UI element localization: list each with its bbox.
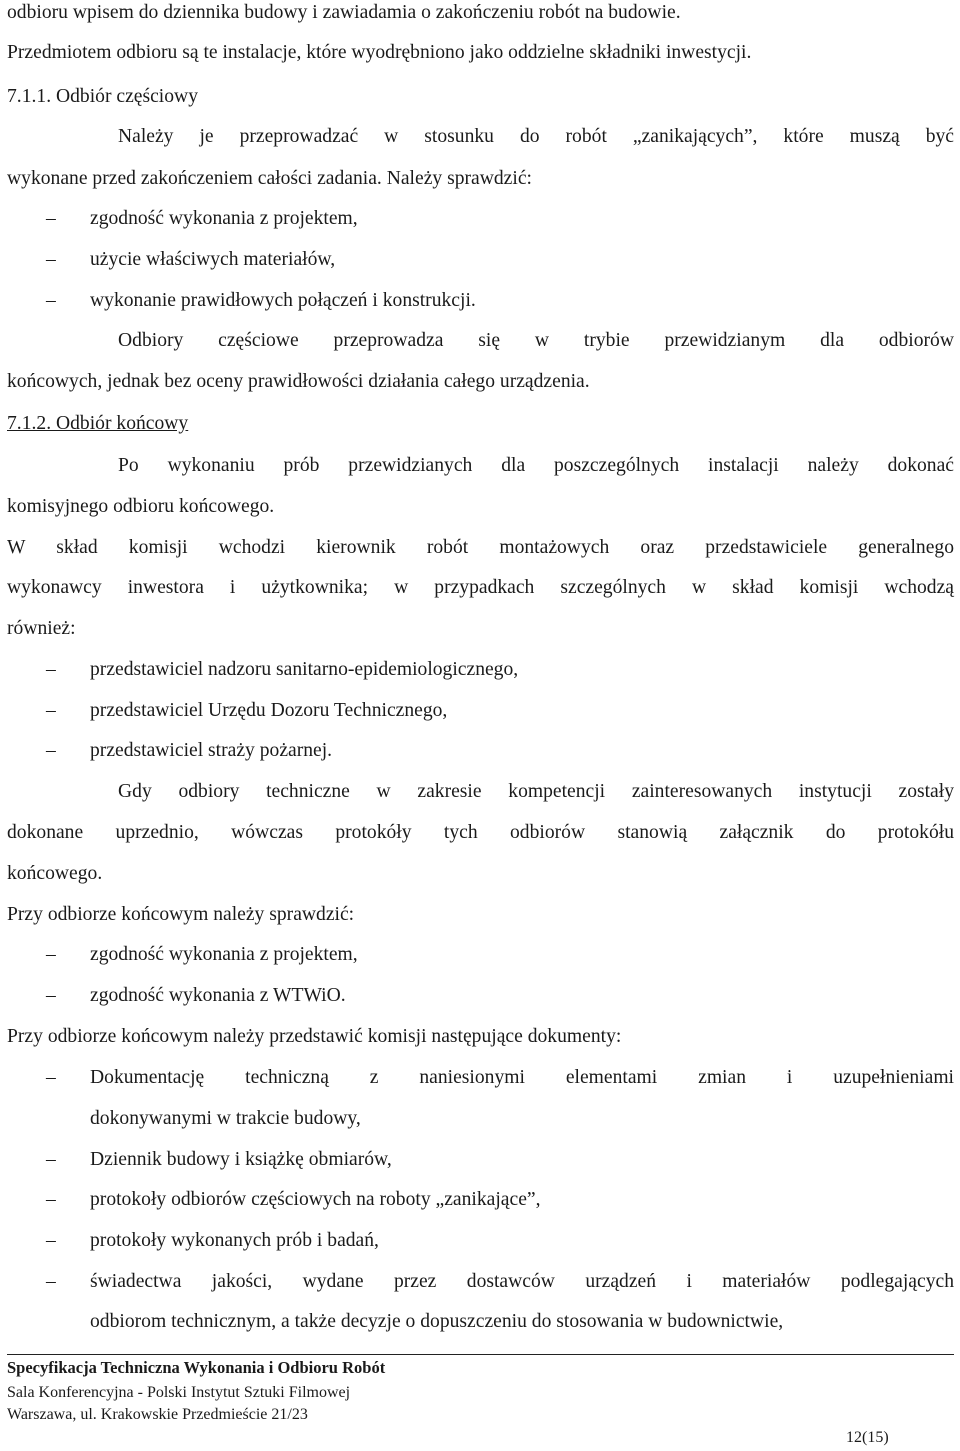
page-number: 12(15) (846, 1429, 889, 1446)
list-item: zgodność wykonania z WTWiO. (90, 985, 346, 1006)
list-item-continuation: dokonywanymi w trakcie budowy, (90, 1108, 361, 1129)
bullet-dash: – (46, 1067, 56, 1088)
list-item: przedstawiciel Urzędu Dozoru Technicznego, (90, 700, 448, 721)
list-item: wykonanie prawidłowych połączeń i konstrukcji. (90, 290, 476, 311)
paragraph-line: W skład komisji wchodzi kierownik robót montażowych oraz przedstawiciele generalnego (7, 537, 954, 558)
bullet-dash: – (46, 1230, 56, 1251)
section-heading: 7.1.1. Odbiór częściowy (7, 86, 198, 107)
paragraph-line: końcowych, jednak bez oceny prawidłowości działania całego urządzenia. (7, 371, 590, 392)
list-item: przedstawiciel straży pożarnej. (90, 740, 333, 761)
bullet-dash: – (46, 1271, 56, 1292)
list-item: Dziennik budowy i książkę obmiarów, (90, 1149, 392, 1170)
paragraph-line: Po wykonaniu prób przewidzianych dla poszczególnych instalacji należy dokonać (118, 455, 954, 476)
list-item: zgodność wykonania z projektem, (90, 208, 358, 229)
paragraph-line: Przy odbiorze końcowym należy sprawdzić: (7, 904, 355, 925)
paragraph-line: odbioru wpisem do dziennika budowy i zawiadamia o zakończeniu robót na budowie. (7, 2, 681, 23)
paragraph-line: Przy odbiorze końcowym należy przedstawić komisji następujące dokumenty: (7, 1026, 622, 1047)
bullet-dash: – (46, 944, 56, 965)
bullet-dash: – (46, 985, 56, 1006)
paragraph-line: komisyjnego odbioru końcowego. (7, 496, 275, 517)
paragraph-line: końcowego. (7, 863, 103, 884)
list-item: protokoły wykonanych prób i badań, (90, 1230, 379, 1251)
list-item: protokoły odbiorów częściowych na roboty „zanikające”, (90, 1189, 541, 1210)
section-heading: 7.1.2. Odbiór końcowy (7, 413, 189, 434)
footer-divider (7, 1354, 954, 1355)
paragraph-line: Przedmiotem odbioru są te instalacje, które wyodrębniono jako oddzielne składniki inwestycji. (7, 42, 752, 63)
footer-address: Warszawa, ul. Krakowskie Przedmieście 21/23 (7, 1406, 308, 1423)
footer-location: Sala Konferencyjna - Polski Instytut Sztuki Filmowej (7, 1384, 351, 1401)
list-item: użycie właściwych materiałów, (90, 249, 336, 270)
bullet-dash: – (46, 1189, 56, 1210)
paragraph-line: również: (7, 618, 76, 639)
paragraph-line: wykonawcy inwestora i użytkownika; w przypadkach szczególnych w skład komisji wchodzą (7, 577, 954, 598)
bullet-dash: – (46, 208, 56, 229)
list-item: świadectwa jakości, wydane przez dostawców urządzeń i materiałów podlegających (90, 1271, 954, 1292)
list-item: zgodność wykonania z projektem, (90, 944, 358, 965)
bullet-dash: – (46, 659, 56, 680)
bullet-dash: – (46, 290, 56, 311)
list-item: przedstawiciel nadzoru sanitarno-epidemiologicznego, (90, 659, 519, 680)
paragraph-line: Odbiory częściowe przeprowadza się w trybie przewidzianym dla odbiorów (118, 330, 954, 351)
footer-title: Specyfikacja Techniczna Wykonania i Odbioru Robót (7, 1358, 386, 1377)
paragraph-line: wykonane przed zakończeniem całości zadania. Należy sprawdzić: (7, 168, 532, 189)
bullet-dash: – (46, 700, 56, 721)
bullet-dash: – (46, 1149, 56, 1170)
bullet-dash: – (46, 249, 56, 270)
list-item-continuation: odbiorom technicznym, a także decyzje o dopuszczeniu do stosowania w budownictwie, (90, 1311, 784, 1332)
paragraph-line: dokonane uprzednio, wówczas protokóły tych odbiorów stanowią załącznik do protokółu (7, 822, 954, 843)
bullet-dash: – (46, 740, 56, 761)
paragraph-line: Gdy odbiory techniczne w zakresie kompetencji zainteresowanych instytucji zostały (118, 781, 954, 802)
list-item: Dokumentację techniczną z naniesionymi elementami zmian i uzupełnieniami (90, 1067, 954, 1088)
paragraph-line: Należy je przeprowadzać w stosunku do robót „zanikających”, które muszą być (118, 126, 954, 147)
